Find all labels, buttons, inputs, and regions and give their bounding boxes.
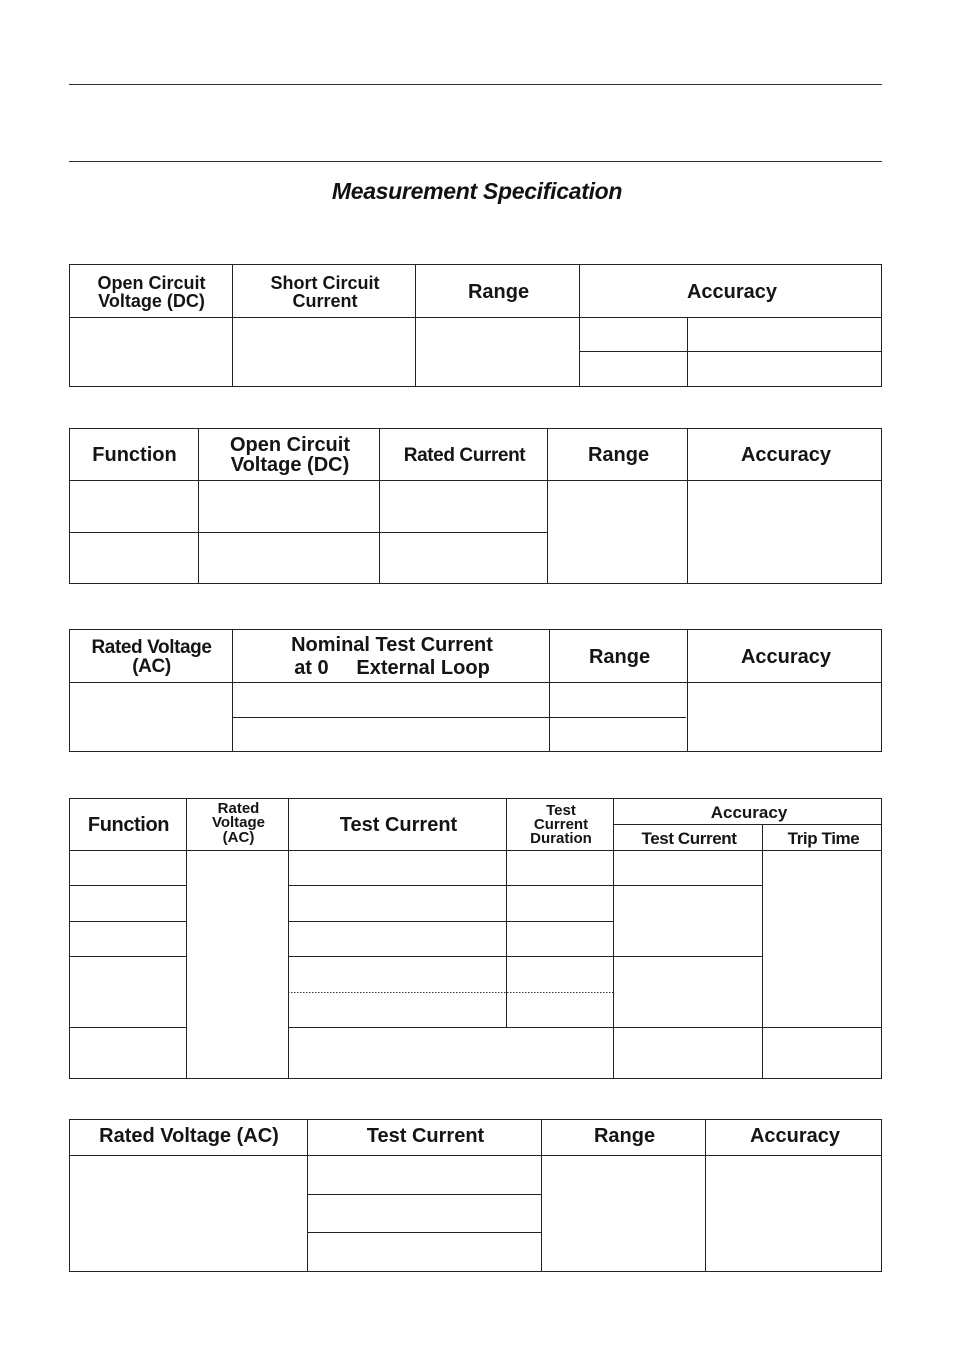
header-accuracy: Accuracy	[710, 802, 788, 822]
header-accuracy-test-current: Test Current	[641, 829, 737, 848]
spec-table-2	[69, 428, 882, 584]
header-accuracy: Accuracy	[740, 444, 832, 466]
header-rated-voltage: Rated Voltage (AC)	[99, 1125, 279, 1147]
spec-table-1	[69, 264, 882, 387]
header-test-current: Test Current	[366, 1125, 485, 1147]
spec-table-4	[69, 798, 882, 1079]
header-open-circuit-voltage: Open Circuit Voltage (DC)	[229, 434, 350, 476]
header-nominal-test-current	[234, 630, 550, 683]
header-range: Range	[467, 280, 530, 303]
header-function: Function	[87, 814, 170, 836]
header-range: Range	[593, 1125, 656, 1147]
header-open-circuit-voltage: Open Circuit Voltage (DC)	[97, 272, 206, 311]
header-rated-voltage: Rated Voltage (AC)	[211, 800, 266, 846]
header-range: Range	[588, 645, 651, 668]
header-function: Function	[92, 444, 177, 466]
header-nominal-test-current-line2: at 0 External Loop	[294, 656, 490, 679]
header-rated-voltage: Rated Voltage (AC)	[91, 636, 212, 677]
page-title: Measurement Specification	[331, 178, 623, 204]
header-test-current-duration: Test Current Duration	[530, 801, 592, 848]
header-range: Range	[587, 444, 650, 466]
top-rule	[69, 84, 882, 85]
header-accuracy: Accuracy	[686, 280, 778, 303]
header-short-circuit-current: Short Circuit Current	[270, 272, 380, 311]
spec-table-5	[69, 1119, 882, 1272]
header-accuracy-trip-time: Trip Time	[787, 829, 860, 848]
header-test-current: Test Current	[339, 814, 458, 836]
spec-table-3	[69, 629, 882, 752]
header-rated-current: Rated Current	[403, 444, 526, 466]
header-accuracy: Accuracy	[740, 645, 832, 668]
header-nominal-test-current-line1: Nominal Test Current	[291, 633, 493, 656]
header-rule	[69, 161, 882, 162]
header-accuracy: Accuracy	[749, 1125, 841, 1147]
